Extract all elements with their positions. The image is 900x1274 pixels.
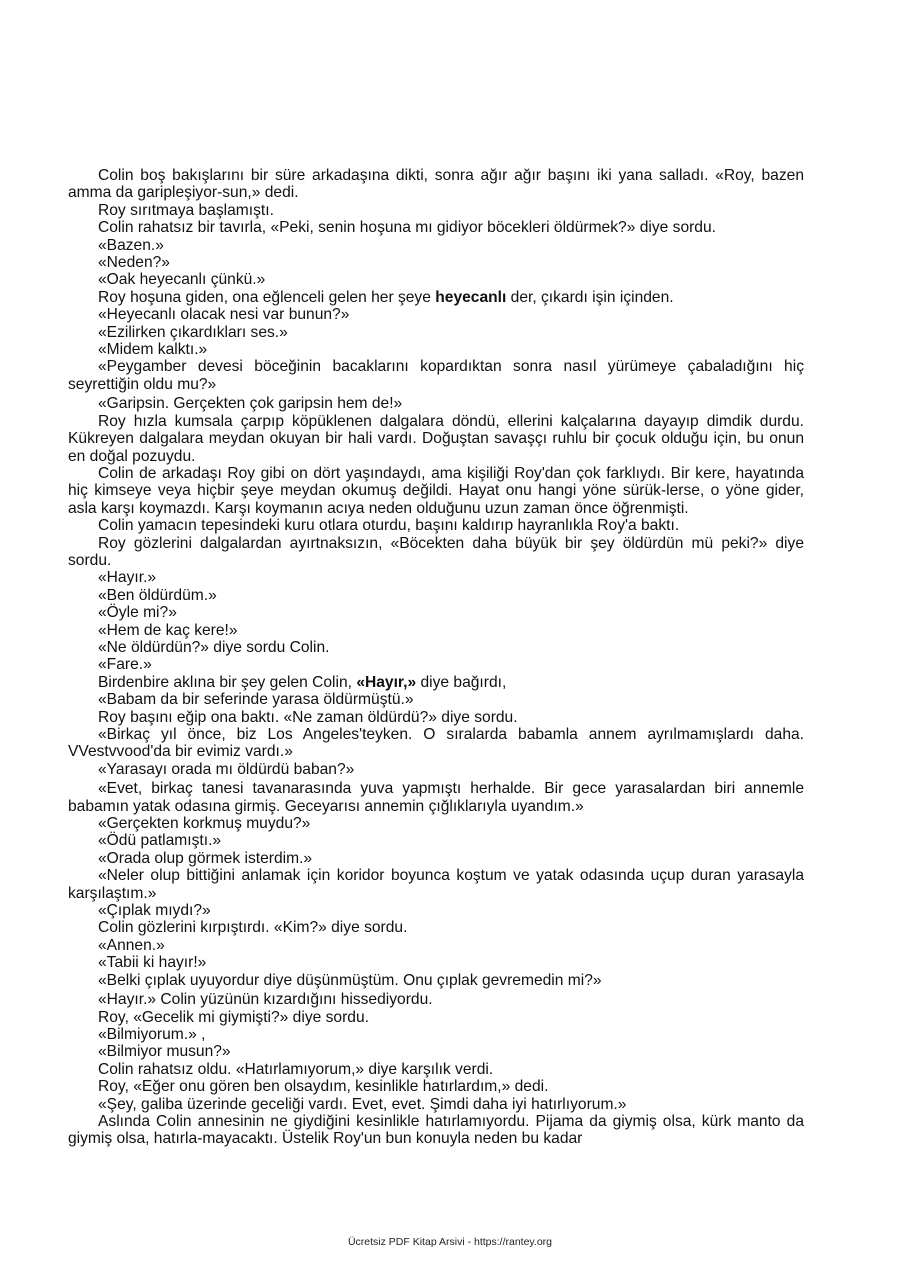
paragraph: Colin rahatsız bir tavırla, «Peki, senin hoşuna mı gidiyor böcekleri öldürmek?» diye sordu. [98,219,716,237]
paragraph-text: Roy hoşuna giden, ona eğlenceli gelen her şeye [98,288,436,306]
paragraph: «Fare.» [98,656,152,674]
paragraph: «Bazen.» [98,236,164,254]
paragraph: «Neler olup bittiğini anlamak için koridor boyunca koştum ve yatak odasında uçup duran yarasayla karşılaştım.» [68,867,804,902]
paragraph: «Hem de kaç kere!» [98,621,238,639]
paragraph: Roy, «Eğer onu gören ben olsaydım, kesinlikle hatırlardım,» dedi. [98,1078,549,1096]
paragraph: «Bilmiyorum.» , [98,1025,206,1043]
paragraph: Aslında Colin annesinin ne giydiğini kesinlikle hatırlamıyordu. Pijama da giymiş olsa, kürk manto da giymiş olsa, hatırla-mayacaktı. Üstelik Roy'un bun konuyla neden bu kadar [68,1112,804,1148]
page-body [68,167,804,1148]
paragraph: «Ne öldürdün?» diye sordu Colin. [98,638,330,656]
paragraph: «Hayır.» [98,569,157,587]
paragraph: Colin gözlerini kırpıştırdı. «Kim?» diye sordu. [98,919,408,937]
paragraph: «Babam da bir seferinde yarasa öldürmüştü.» [98,691,414,709]
page-footer: Ücretsiz PDF Kitap Arsivi - https://rantey.org [347,1236,553,1248]
paragraph: «Hayır.» Colin yüzünün kızardığını hissediyordu. [98,991,433,1009]
paragraph: «Çıplak mıydı?» [98,902,211,920]
paragraph [68,289,804,306]
paragraph: «Belki çıplak uyuyordur diye düşünmüştüm. Onu çıplak gevremedin mi?» [98,971,602,989]
paragraph: «Tabii ki hayır!» [98,954,207,972]
paragraph: Colin rahatsız oldu. «Hatırlamıyorum,» diye karşılık verdi. [98,1060,494,1078]
paragraph: Roy gözlerini dalgalardan ayırtnaksızın, «Böcekten daha büyük bir şey öldürdün mü peki?» diye sordu. [68,534,804,569]
paragraph: «Yarasayı orada mı öldürdü baban?» [98,760,355,778]
paragraph: «Orada olup görmek isterdim.» [98,849,313,867]
paragraph: «Bilmiyor musun?» [98,1043,231,1061]
paragraph: «Birkaç yıl önce, biz Los Angeles'teyken. O sıralarda babamla annem ayrılmamışlardı daha. VVestvvood'da bir evimiz vardı.» [68,726,804,761]
paragraph: Roy, «Gecelik mi giymişti?» diye sordu. [98,1008,369,1026]
paragraph: «Oak heyecanlı çünkü.» [98,271,266,289]
paragraph-bold-word: heyecanlı [435,288,507,306]
paragraph: «Ödü patlamıştı.» [98,832,222,850]
paragraph [68,674,804,691]
paragraph: «Öyle mi?» [98,604,177,622]
paragraph: «Şey, galiba üzerinde geceliği vardı. Evet, evet. Şimdi daha iyi hatırlıyorum.» [98,1095,627,1113]
paragraph: Colin boş bakışlarını bir süre arkadaşına dikti, sonra ağır ağır başını iki yana salladı. «Roy, bazen amma da garipleşiyor-sun,» dedi. [68,167,804,202]
paragraph: «Peygamber devesi böceğinin bacaklarını kopardıktan sonra nasıl yürümeye çabaladığını hiç seyrettiğin oldu mu?» [68,358,804,393]
paragraph-text: der, çıkardı işin içinden. [506,288,674,306]
paragraph: «Heyecanlı olacak nesi var bunun?» [98,306,350,324]
paragraph: Roy hızla kumsala çarpıp köpüklenen dalgalara döndü, ellerini kalçalarına dayayıp dimdik durdu. Kükreyen dalgalara meydan okuyan bir hali vardı. Doğuştan savaşçı ruhlu bir çocuk olduğu için, bu onun en doğal pozuydu. [68,412,804,465]
paragraph: Colin yamacın tepesindeki kuru otlara oturdu, başını kaldırıp hayranlıkla Roy'a baktı. [98,517,680,535]
paragraph: Roy sırıtmaya başlamıştı. [98,201,274,219]
paragraph: «Evet, birkaç tanesi tavanarasında yuva yapmıştı herhalde. Bir gece yarasalardan biri annemle babamın yatak odasına girmiş. Geceyarısı annemin çığlıklarıyla uyandım.» [68,780,804,815]
paragraph-text: Birdenbire aklına bir şey gelen Colin, [98,673,357,691]
paragraph: «Gerçekten korkmuş muydu?» [98,815,311,833]
paragraph-text: diye bağırdı, [416,673,507,691]
paragraph: «Garipsin. Gerçekten çok garipsin hem de!» [98,395,403,413]
paragraph: «Ben öldürdüm.» [98,586,217,604]
paragraph: «Neden?» [98,254,170,272]
paragraph-bold-word: «Hayır,» [356,673,417,691]
paragraph: «Ezilirken çıkardıkları ses.» [98,323,288,341]
paragraph: Colin de arkadaşı Roy gibi on dört yaşındaydı, ama kişiliği Roy'dan çok farklıydı. Bir kere, hayatında hiç kimseye veya hiçbir şeye meydan okumuş değildi. Hayat onu hangi yöne sürük-lerse, o yöne gider, asla karşı koymazdı. Karşı koymanın acıya neden olduğunu uzun zaman önce öğrenmişti. [68,464,804,517]
paragraph: «Annen.» [98,936,165,954]
paragraph: Roy başını eğip ona baktı. «Ne zaman öldürdü?» diye sordu. [98,708,518,726]
paragraph: «Midem kalktı.» [98,341,208,359]
